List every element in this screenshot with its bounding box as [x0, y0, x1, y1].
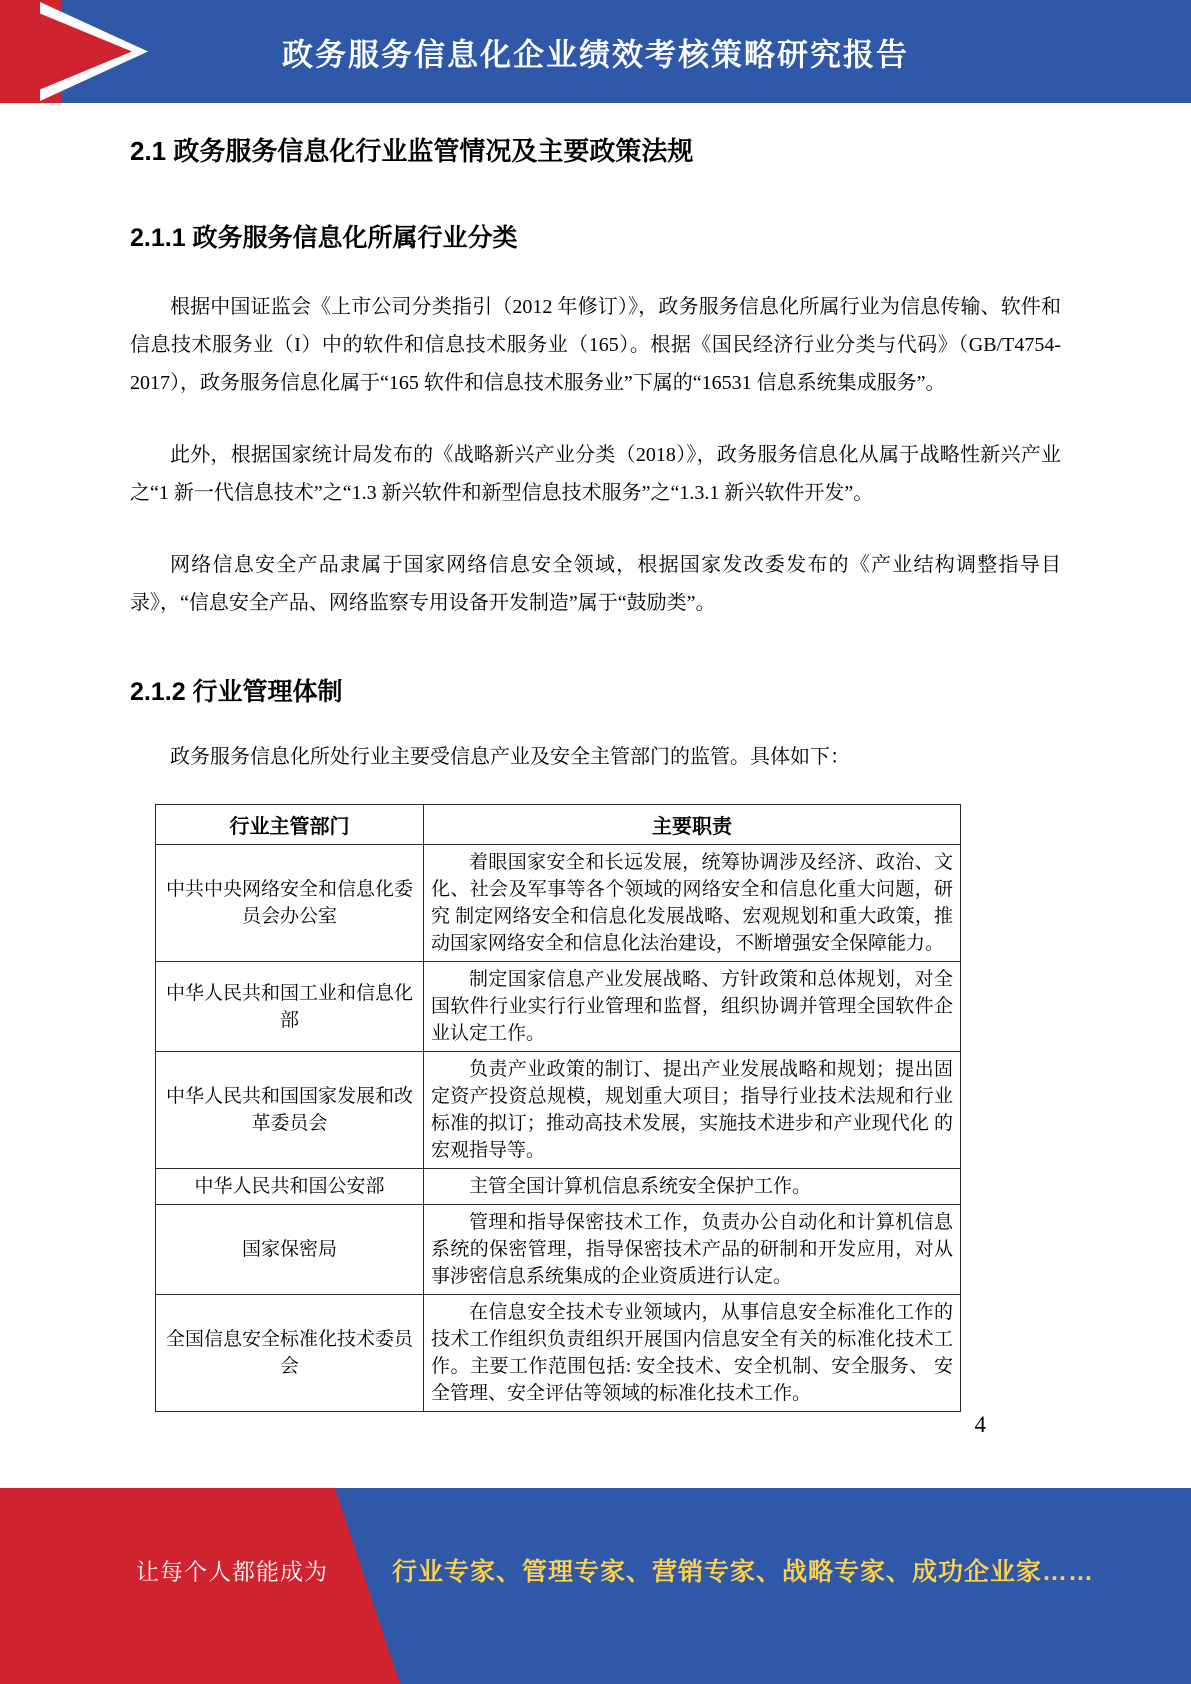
- table-row: [156, 1052, 961, 1169]
- table-row: [156, 845, 961, 962]
- duty-cell: 着眼国家安全和长远发展，统筹协调涉及经济、政治、文化、社会及军事等各个领域的网络安全和信息化重大问题，研究 制定网络安全和信息化发展战略、宏观规划和重大政策，推 动国家网络安全和信息化法治建设，不断增强安全保障能力。: [424, 845, 961, 962]
- dept-cell: 中华人民共和国国家发展和改革委员会: [156, 1052, 424, 1169]
- table-intro-paragraph: 政务服务信息化所处行业主要受信息产业及安全主管部门的监管。具体如下：: [170, 746, 850, 768]
- table-row: [156, 962, 961, 1052]
- table-header-dept: 行业主管部门: [156, 805, 424, 845]
- section-heading-2-1-2: 2.1.2 行业管理体制: [130, 678, 343, 706]
- page-number: 4: [974, 1412, 986, 1437]
- duty-cell: 制定国家信息产业发展战略、方针政策和总体规划，对全国软件行业实行行业管理和监督，组织协调并管理全国软件企 业认定工作。: [424, 962, 961, 1052]
- footer-slogan-right: 行业专家、管理专家、营销专家、战略专家、成功企业家……: [392, 1558, 1095, 1587]
- table-row: [156, 1295, 961, 1412]
- section-heading-2-1-1: 2.1.1 政务服务信息化所属行业分类: [130, 224, 518, 252]
- dept-cell: 中华人民共和国公安部: [156, 1169, 424, 1205]
- duty-cell: 在信息安全技术专业领域内，从事信息安全标准化工作的技术工作组织负责组织开展国内信息安全有关的标准化技术工 作。主要工作范围包括: 安全技术、安全机制、安全服务、 安全管理、安全评估等领域的标准化技术工作。: [424, 1295, 961, 1412]
- dept-cell: 全国信息安全标准化技术委员会: [156, 1295, 424, 1412]
- report-title: 政务服务信息化企业绩效考核策略研究报告: [282, 37, 909, 72]
- page-footer: [0, 1488, 1191, 1684]
- table-row: [156, 1205, 961, 1295]
- dept-cell: 中共中央网络安全和信息化委员会办公室: [156, 845, 424, 962]
- table-row: [156, 1169, 961, 1205]
- paragraph: 此外，根据国家统计局发布的《战略新兴产业分类（2018）》，政务服务信息化从属于战略性新兴产业之“1 新一代信息技术”之“1.3 新兴软件和新型信息技术服务”之“1.3.1 新兴软件开发”。: [130, 444, 1061, 504]
- dept-cell: 中华人民共和国工业和信息化部: [156, 962, 424, 1052]
- paragraph: 网络信息安全产品隶属于国家网络信息安全领域，根据国家发改委发布的《产业结构调整指导目录》，“信息安全产品、网络监察专用设备开发制造”属于“鼓励类”。: [130, 554, 1061, 614]
- paragraph: 根据中国证监会《上市公司分类指引（2012 年修订）》，政务服务信息化所属行业为信息传输、软件和信息技术服务业（I）中的软件和信息技术服务业（165）。根据《国民经济行业分类与代码》（GB/T4754-2017），政务服务信息化属于“165 软件和信息技术服务业”下属的“16531 信息系统集成服务”。: [130, 296, 1061, 394]
- footer-slogan-left: 让每个人都能成为: [136, 1558, 328, 1585]
- table-header-row: [156, 805, 961, 845]
- section-heading-2-1: 2.1 政务服务信息化行业监管情况及主要政策法规: [130, 136, 694, 166]
- dept-cell: 国家保密局: [156, 1205, 424, 1295]
- duty-cell: 管理和指导保密技术工作，负责办公自动化和计算机信息系统的保密管理，指导保密技术产品的研制和开发应用，对从 事涉密信息系统集成的企业资质进行认定。: [424, 1205, 961, 1295]
- table-header-duty: 主要职责: [424, 805, 961, 845]
- regulators-table: [155, 804, 961, 1412]
- page-content: [0, 103, 1191, 1412]
- duty-cell: 负责产业政策的制订、提出产业发展战略和规划；提出固定资产投资总规模，规划重大项目；指导行业技术法规和行业 标准的拟订；推动高技术发展，实施技术进步和产业现代化 的宏观指导等。: [424, 1052, 961, 1169]
- duty-cell: 主管全国计算机信息系统安全保护工作。: [424, 1169, 961, 1205]
- page-header: [0, 0, 1191, 103]
